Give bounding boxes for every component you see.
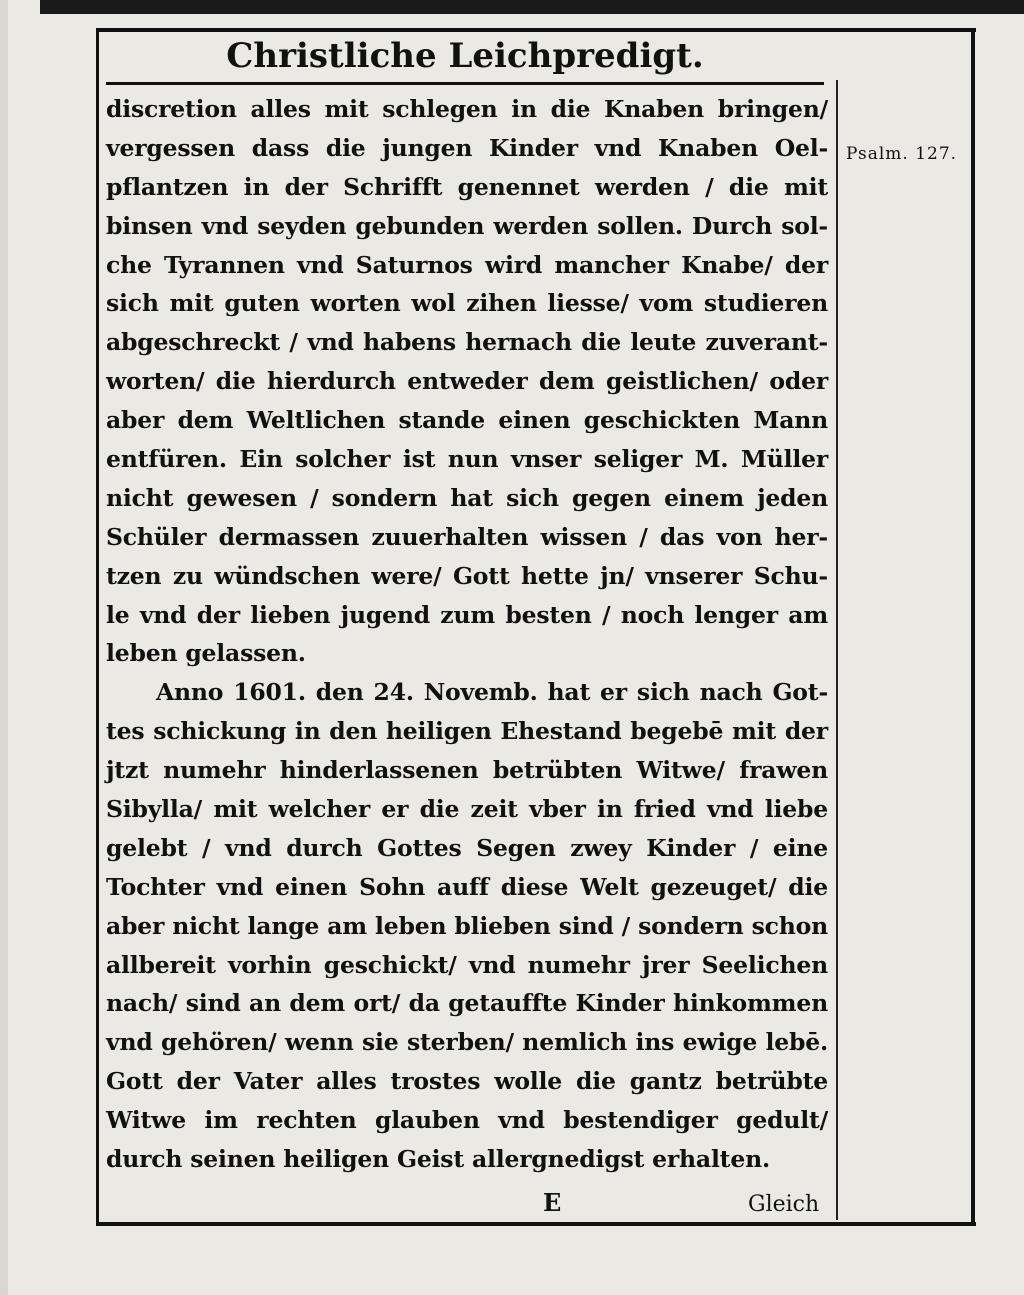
text-line: tes schickung in den heiligen Ehestand begebē mit der — [106, 717, 828, 746]
text-line-paragraph-end: leben gelassen. — [106, 639, 306, 668]
signature-mark: E — [543, 1188, 562, 1217]
text-line: gelebt / vnd durch Gottes Segen zwey Kinder / eine — [106, 833, 828, 862]
text-line: sich mit guten worten wol zihen liesse/ vom studieren — [106, 289, 828, 318]
text-line: aber dem Weltlichen stande einen geschickten Mann — [106, 406, 828, 435]
running-head: Christliche Leichpredigt. — [226, 36, 704, 76]
text-line: Gott der Vater alles trostes wolle die gantz betrübte — [106, 1067, 828, 1096]
text-line: vnd gehören/ wenn sie sterben/ nemlich ins ewige lebē. — [106, 1028, 828, 1057]
text-line: tzen zu wündschen were/ Gott hette jn/ vnserer Schu- — [106, 561, 828, 590]
text-line: entfüren. Ein solcher ist nun vnser seliger M. Müller — [106, 445, 828, 474]
text-line: nicht gewesen / sondern hat sich gegen einem jeden — [106, 483, 828, 512]
text-line: abgeschreckt / vnd habens hernach die leute zuverant- — [106, 328, 828, 357]
catchword: Gleich — [748, 1192, 820, 1217]
frame-left-rule — [96, 28, 99, 1226]
page-edge-left — [0, 0, 8, 1295]
text-line: Schüler dermassen zuuerhalten wissen / das von her- — [106, 522, 828, 551]
body-text — [106, 90, 828, 1179]
page-edge-top — [40, 0, 1024, 14]
text-line: nach/ sind an dem ort/ da getauffte Kinder hinkommen — [106, 989, 828, 1018]
text-line: allbereit vorhin geschickt/ vnd numehr jrer Seelichen — [106, 950, 828, 979]
frame-right-rule — [971, 28, 975, 1226]
text-line: Sibylla/ mit welcher er die zeit vber in fried vnd liebe — [106, 795, 828, 824]
text-line: binsen vnd seyden gebunden werden sollen. Durch sol- — [106, 211, 828, 240]
text-line-paragraph-end: durch seinen heiligen Geist allergnedigst erhalten. — [106, 1145, 770, 1174]
text-line: aber nicht lange am leben blieben sind / sondern schon — [106, 911, 828, 940]
text-line: discretion alles mit schlegen in die Knaben bringen/ — [106, 95, 828, 123]
text-line: worten/ die hierdurch entweder dem geistlichen/ oder — [106, 367, 828, 396]
text-line: Tochter vnd einen Sohn auff diese Welt gezeuget/ die — [106, 872, 828, 901]
text-line: pflantzen in der Schrifft genennet werden / die mit — [106, 172, 828, 201]
text-line-paragraph-start: Anno 1601. den 24. Novemb. hat er sich nach Got- — [156, 678, 828, 707]
frame-bottom-rule — [96, 1222, 976, 1226]
text-line: che Tyrannen vnd Saturnos wird mancher Knabe/ der — [106, 250, 828, 279]
text-line: Witwe im rechten glauben vnd bestendiger gedult/ — [106, 1106, 828, 1135]
marginal-note: Psalm. 127. — [846, 144, 958, 164]
text-line: vergessen dass die jungen Kinder vnd Knaben Oel- — [106, 133, 828, 162]
header-rule — [106, 82, 824, 85]
text-line: jtzt numehr hinderlassenen betrübten Witwe/ frawen — [106, 756, 828, 785]
text-line: le vnd der lieben jugend zum besten / noch lenger am — [106, 600, 828, 629]
margin-column-rule — [836, 80, 838, 1220]
